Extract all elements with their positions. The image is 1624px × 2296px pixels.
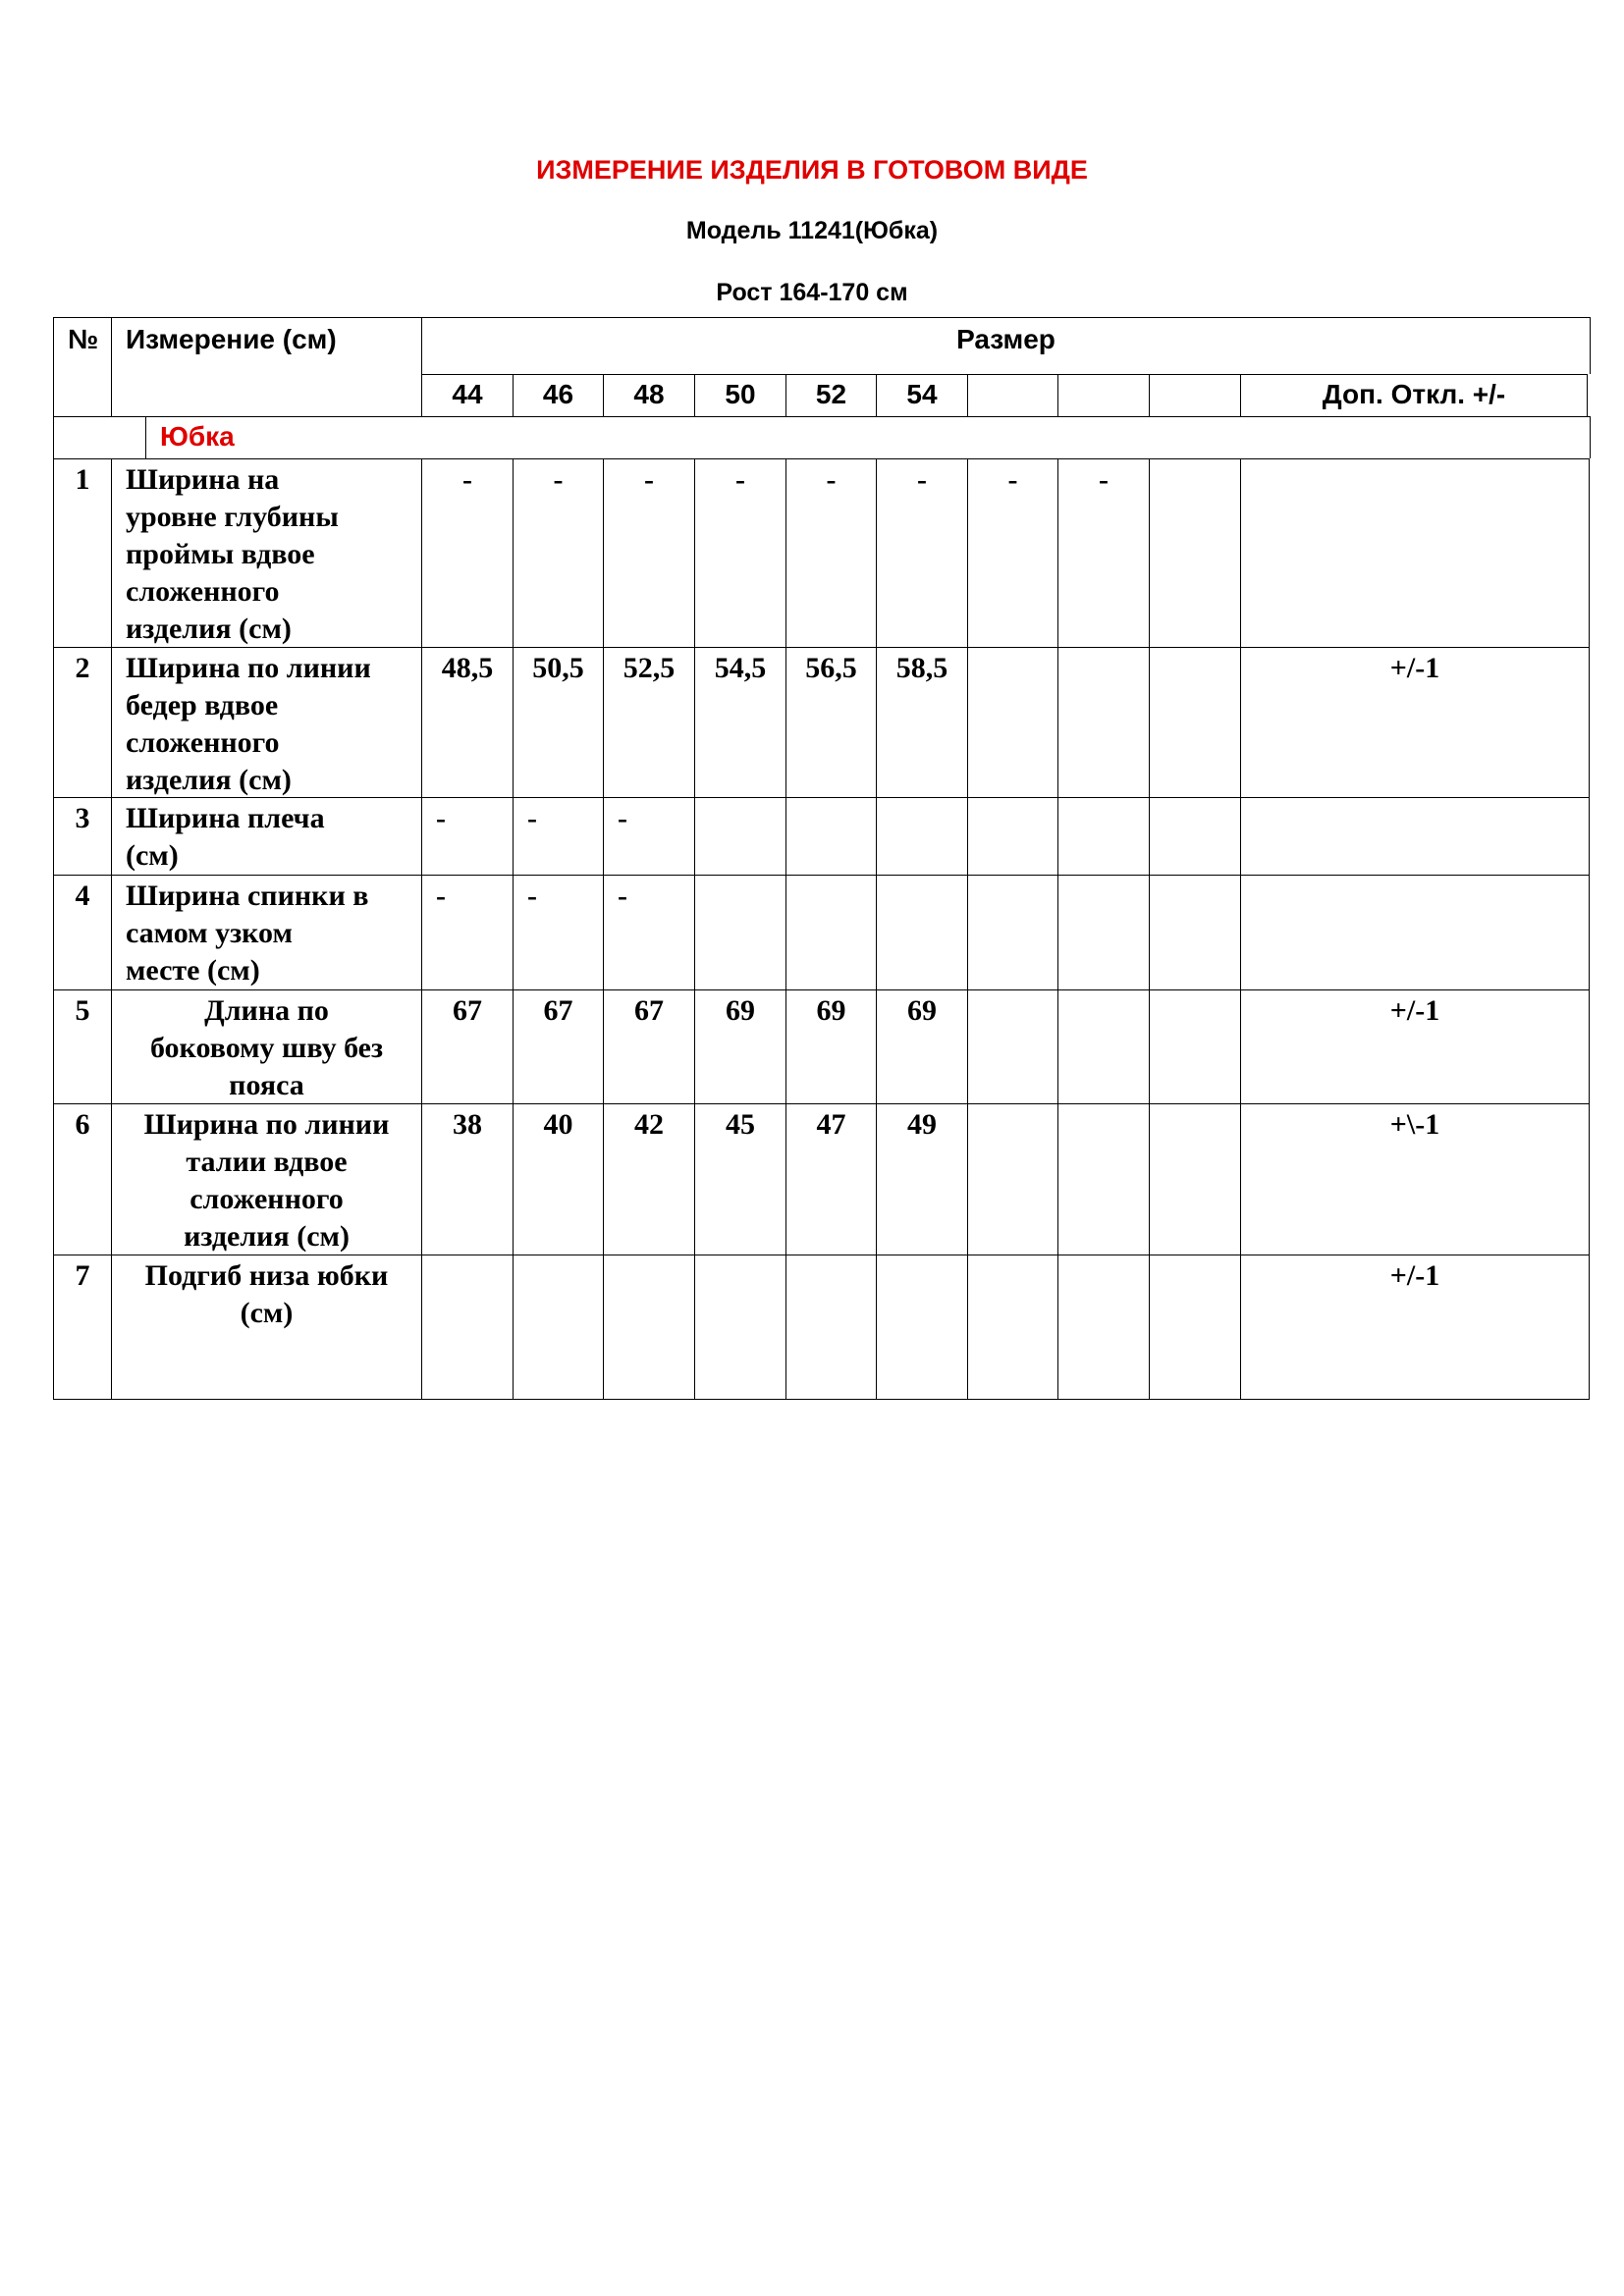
row-value: 49 — [907, 1108, 937, 1141]
size-header-cell — [876, 374, 967, 416]
row-tolerance-cell — [1240, 647, 1590, 797]
row-num: 4 — [75, 880, 90, 912]
row-value-cell — [876, 458, 967, 647]
size-header: 54 — [906, 379, 938, 409]
row-value: 50,5 — [532, 652, 584, 684]
row-value-cell — [421, 1255, 513, 1400]
row-value-cell — [1057, 1255, 1149, 1400]
row-num-cell — [53, 1255, 111, 1400]
row-value-cell — [1149, 797, 1240, 875]
row-value: - — [826, 463, 837, 496]
tolerance-header-cell — [1240, 374, 1588, 416]
row-measure-cell — [111, 647, 421, 797]
tolerance-header: Доп. Откл. +/- — [1322, 379, 1506, 409]
row-value: 47 — [816, 1108, 846, 1141]
row-value-cell — [785, 1255, 876, 1400]
row-value-cell — [513, 647, 603, 797]
row-value-cell — [785, 875, 876, 989]
row-measure-cell — [111, 989, 421, 1103]
size-header-cell — [694, 374, 785, 416]
row-value-cell — [603, 647, 694, 797]
row-value-cell — [421, 797, 513, 875]
row-value-cell — [694, 458, 785, 647]
row-tolerance: +/-1 — [1389, 652, 1440, 684]
row-value: 58,5 — [895, 652, 948, 684]
row-value-cell — [603, 1103, 694, 1255]
height-label: Рост 164-170 см — [716, 279, 908, 306]
row-num-cell — [53, 647, 111, 797]
header-size: Размер — [956, 324, 1056, 354]
row-value: 48,5 — [441, 652, 494, 684]
size-header: 46 — [542, 379, 574, 409]
row-value-cell — [694, 989, 785, 1103]
row-num: 6 — [75, 1108, 90, 1141]
row-value: 56,5 — [805, 652, 857, 684]
row-value-cell — [785, 989, 876, 1103]
size-header-cell — [421, 374, 513, 416]
section-blank-cell — [53, 416, 145, 458]
section-label: Юбка — [160, 421, 235, 452]
row-measure-label: изделия (см) — [184, 1220, 350, 1253]
row-value: - — [1007, 463, 1018, 496]
row-measure-label: Подгиб низа юбки — [144, 1259, 389, 1292]
row-measure-label: месте (см) — [126, 954, 260, 987]
row-value-cell — [1057, 647, 1149, 797]
row-measure-cell — [111, 1255, 421, 1400]
row-value: 45 — [726, 1108, 755, 1141]
row-value: - — [917, 463, 927, 496]
row-value: 69 — [816, 994, 846, 1027]
row-value-cell — [876, 1255, 967, 1400]
row-measure-cell — [111, 1103, 421, 1255]
row-value: 67 — [543, 994, 573, 1027]
row-value-cell — [694, 797, 785, 875]
row-value: - — [436, 802, 446, 834]
size-header: 48 — [633, 379, 665, 409]
size-header: 52 — [815, 379, 847, 409]
row-value: 69 — [907, 994, 937, 1027]
header-num-cell — [53, 317, 111, 416]
row-value-cell — [421, 647, 513, 797]
row-measure-cell — [111, 458, 421, 647]
row-value: 42 — [634, 1108, 664, 1141]
header-num: № — [68, 324, 99, 354]
row-value-cell — [694, 1103, 785, 1255]
row-tolerance: +/-1 — [1389, 1259, 1440, 1292]
row-value-cell — [967, 458, 1057, 647]
row-value-cell — [876, 989, 967, 1103]
row-tolerance-cell — [1240, 458, 1590, 647]
row-value-cell — [513, 458, 603, 647]
row-value: 38 — [453, 1108, 482, 1141]
row-value: - — [527, 802, 537, 834]
size-header-cell — [1057, 374, 1149, 416]
row-num: 3 — [75, 802, 90, 834]
row-num: 7 — [75, 1259, 90, 1292]
row-value: 54,5 — [714, 652, 767, 684]
row-value: - — [644, 463, 654, 496]
size-header: 44 — [452, 379, 483, 409]
row-value-cell — [603, 797, 694, 875]
row-measure-label: талии вдвое — [186, 1146, 348, 1178]
row-measure-label: (см) — [240, 1297, 294, 1329]
row-value: - — [618, 880, 627, 912]
row-value-cell — [1149, 1103, 1240, 1255]
row-value: 52,5 — [623, 652, 676, 684]
row-value-cell — [1149, 875, 1240, 989]
row-value-cell — [603, 989, 694, 1103]
row-value-cell — [513, 797, 603, 875]
row-value-cell — [513, 989, 603, 1103]
row-value: - — [618, 802, 627, 834]
row-value-cell — [967, 989, 1057, 1103]
row-value: 69 — [726, 994, 755, 1027]
row-num-cell — [53, 1103, 111, 1255]
row-value-cell — [967, 647, 1057, 797]
row-value: - — [735, 463, 745, 496]
row-measure-label: Длина по — [204, 994, 329, 1027]
row-value-cell — [876, 647, 967, 797]
row-value-cell — [513, 875, 603, 989]
row-value-cell — [785, 647, 876, 797]
row-value: 67 — [634, 994, 664, 1027]
row-num: 5 — [75, 994, 90, 1027]
row-tolerance-cell — [1240, 989, 1590, 1103]
row-value: - — [462, 463, 472, 496]
row-measure-label: самом узком — [126, 917, 293, 949]
row-num: 1 — [75, 463, 90, 496]
row-measure-label: Ширина спинки в — [126, 880, 369, 912]
row-value: - — [527, 880, 537, 912]
row-value-cell — [421, 1103, 513, 1255]
row-value-cell — [1149, 1255, 1240, 1400]
row-measure-label: уровне глубины — [126, 501, 339, 533]
size-header-cell — [785, 374, 876, 416]
size-header-cell — [513, 374, 603, 416]
row-value-cell — [421, 875, 513, 989]
size-header: 50 — [725, 379, 756, 409]
model-label: Модель 11241(Юбка) — [685, 217, 939, 244]
row-value-cell — [967, 797, 1057, 875]
row-value: - — [436, 880, 446, 912]
row-num-cell — [53, 458, 111, 647]
row-measure-cell — [111, 797, 421, 875]
row-value-cell — [421, 458, 513, 647]
row-value-cell — [1057, 989, 1149, 1103]
row-tolerance-cell — [1240, 1103, 1590, 1255]
row-measure-label: пояса — [229, 1069, 304, 1101]
row-value-cell — [876, 875, 967, 989]
row-value-cell — [876, 1103, 967, 1255]
row-measure-label: Ширина по линии — [143, 1108, 390, 1141]
section-cell — [145, 416, 1591, 458]
row-value-cell — [1149, 647, 1240, 797]
row-value-cell — [1057, 458, 1149, 647]
row-num-cell — [53, 875, 111, 989]
row-tolerance-cell — [1240, 875, 1590, 989]
row-value-cell — [421, 989, 513, 1103]
row-measure-label: боковому шву без — [149, 1032, 384, 1064]
document-title: ИЗМЕРЕНИЕ ИЗДЕЛИЯ В ГОТОВОМ ВИДЕ — [536, 155, 1088, 185]
row-measure-label: сложенного — [126, 575, 280, 608]
row-num: 2 — [75, 652, 90, 684]
row-value-cell — [603, 875, 694, 989]
row-measure-label: сложенного — [126, 726, 280, 759]
row-value-cell — [1057, 1103, 1149, 1255]
row-measure-label: изделия (см) — [126, 764, 292, 796]
row-value-cell — [1149, 989, 1240, 1103]
row-tolerance: +\-1 — [1389, 1108, 1440, 1141]
row-value-cell — [603, 1255, 694, 1400]
row-value-cell — [785, 1103, 876, 1255]
row-value-cell — [1149, 458, 1240, 647]
row-value-cell — [967, 1255, 1057, 1400]
row-measure-label: сложенного — [189, 1183, 344, 1215]
row-tolerance-cell — [1240, 797, 1590, 875]
header-size-cell — [421, 317, 1591, 374]
row-measure-label: Ширина плеча — [126, 802, 325, 834]
row-value-cell — [876, 797, 967, 875]
row-value: - — [553, 463, 564, 496]
row-measure-label: Ширина на — [126, 463, 280, 496]
row-tolerance-cell — [1240, 1255, 1590, 1400]
row-measure-label: Ширина по линии — [126, 652, 371, 684]
row-value-cell — [513, 1255, 603, 1400]
row-value-cell — [513, 1103, 603, 1255]
row-measure-label: бедер вдвое — [126, 689, 279, 721]
row-value: 40 — [543, 1108, 573, 1141]
row-value: 67 — [453, 994, 482, 1027]
row-value-cell — [967, 1103, 1057, 1255]
row-value-cell — [694, 647, 785, 797]
row-tolerance: +/-1 — [1389, 994, 1440, 1027]
row-value: - — [1099, 463, 1109, 496]
header-measure-cell — [111, 317, 421, 416]
row-measure-label: проймы вдвое — [126, 538, 315, 570]
size-header-cell — [603, 374, 694, 416]
size-header-cell — [1149, 374, 1240, 416]
header-measure: Измерение (см) — [126, 324, 337, 354]
row-num-cell — [53, 989, 111, 1103]
row-value-cell — [1057, 875, 1149, 989]
row-value-cell — [785, 797, 876, 875]
row-measure-label: изделия (см) — [126, 613, 292, 645]
row-value-cell — [603, 458, 694, 647]
row-num-cell — [53, 797, 111, 875]
row-value-cell — [694, 875, 785, 989]
row-value-cell — [694, 1255, 785, 1400]
row-value-cell — [785, 458, 876, 647]
row-value-cell — [1057, 797, 1149, 875]
row-value-cell — [967, 875, 1057, 989]
row-measure-cell — [111, 875, 421, 989]
size-header-cell — [967, 374, 1057, 416]
row-measure-label: (см) — [126, 839, 179, 872]
